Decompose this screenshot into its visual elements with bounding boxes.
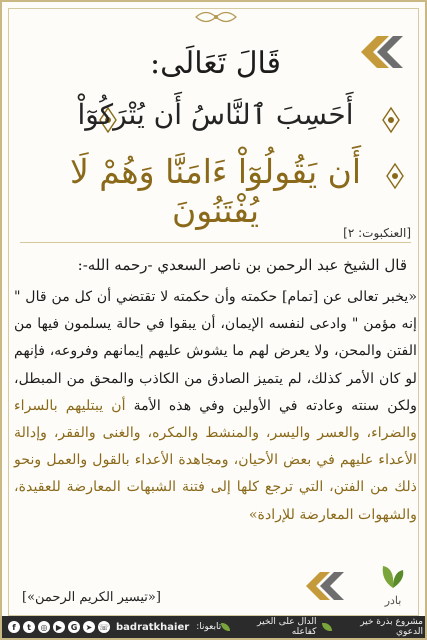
- slogan-text: الدال على الخير كفاعله: [257, 617, 317, 637]
- chevron-icon: [302, 568, 348, 604]
- tafsir-paragraph-2: أن يبتليهم بالسراء والضراء، والعسر واليسر، والمنشط والمكره، والغنى والفقر، وإدالة الأعداء عليهم في بعض الأحيان، ومجاهدة الأعداء بالقول والعمل ونحو ذلك من الفتن، التي ترجع كلها إلى فتنة الشبهات المعارضة للعقيدة، والشهوات المعارضة للإرادة»: [14, 397, 417, 523]
- instagram-icon[interactable]: ◎: [38, 621, 50, 633]
- footer-slogans: [221, 617, 423, 637]
- social-links: [8, 621, 221, 633]
- whatsapp-icon[interactable]: ☏: [98, 622, 109, 632]
- google-plus-icon[interactable]: G: [68, 621, 80, 633]
- leaf-icon: [322, 623, 331, 631]
- twitter-icon[interactable]: t: [23, 621, 35, 633]
- logo-text: بادر: [384, 594, 402, 607]
- tafsir-text: [14, 284, 417, 529]
- intro-heading: قَالَ تَعَالَى:: [149, 46, 282, 81]
- social-handle[interactable]: badratkhaier: [116, 621, 190, 633]
- ornament-icon: [192, 8, 240, 26]
- footer-bar: [2, 616, 427, 638]
- verse-citation: [العنكبوت: ٢]: [343, 226, 411, 240]
- leaf-icon: [221, 623, 230, 631]
- verse-line-1: أَحَسِبَ ٱلنَّاسُ أَن يُتْرَكُوٓاْ: [77, 98, 354, 131]
- leaf-icon: [377, 562, 409, 590]
- facebook-icon[interactable]: f: [8, 621, 20, 633]
- verse-line-2: أَن يَقُولُوٓاْ ءَامَنَّا وَهُمْ لَا يُفْتَنُونَ: [69, 152, 362, 230]
- telegram-icon[interactable]: ➤: [83, 621, 95, 633]
- follow-label: تابعونا:: [196, 622, 222, 632]
- logo: [377, 562, 409, 608]
- divider: [20, 242, 411, 243]
- project-name: مشروع بذرة خير الدعوي: [360, 617, 423, 637]
- tafsir-paragraph-1: «يخبر تعالى عن [تمام] حكمته وأن حكمته لا تقتضي أن كل من قال " إنه مؤمن " وادعى لنفسه الإيمان، أن يبقوا في حالة يسلمون فيها من الفتن والمحن، ولا يعرض لهم ما يشوش عليهم إيمانهم وفروعه، فإنهم لو كان الأمر كذلك، لم يتميز الصادق من الكاذب والمحق من المبطل، ولكن سنته وعادته في الأولين وفي هذه الأمة: [14, 289, 418, 414]
- youtube-icon[interactable]: ▶: [53, 621, 65, 633]
- source-reference: [«تيسير الكريم الرحمن»]: [22, 590, 161, 605]
- scholar-attribution: قال الشيخ عبد الرحمن بن ناصر السعدي -رحمه الله-:: [77, 256, 407, 274]
